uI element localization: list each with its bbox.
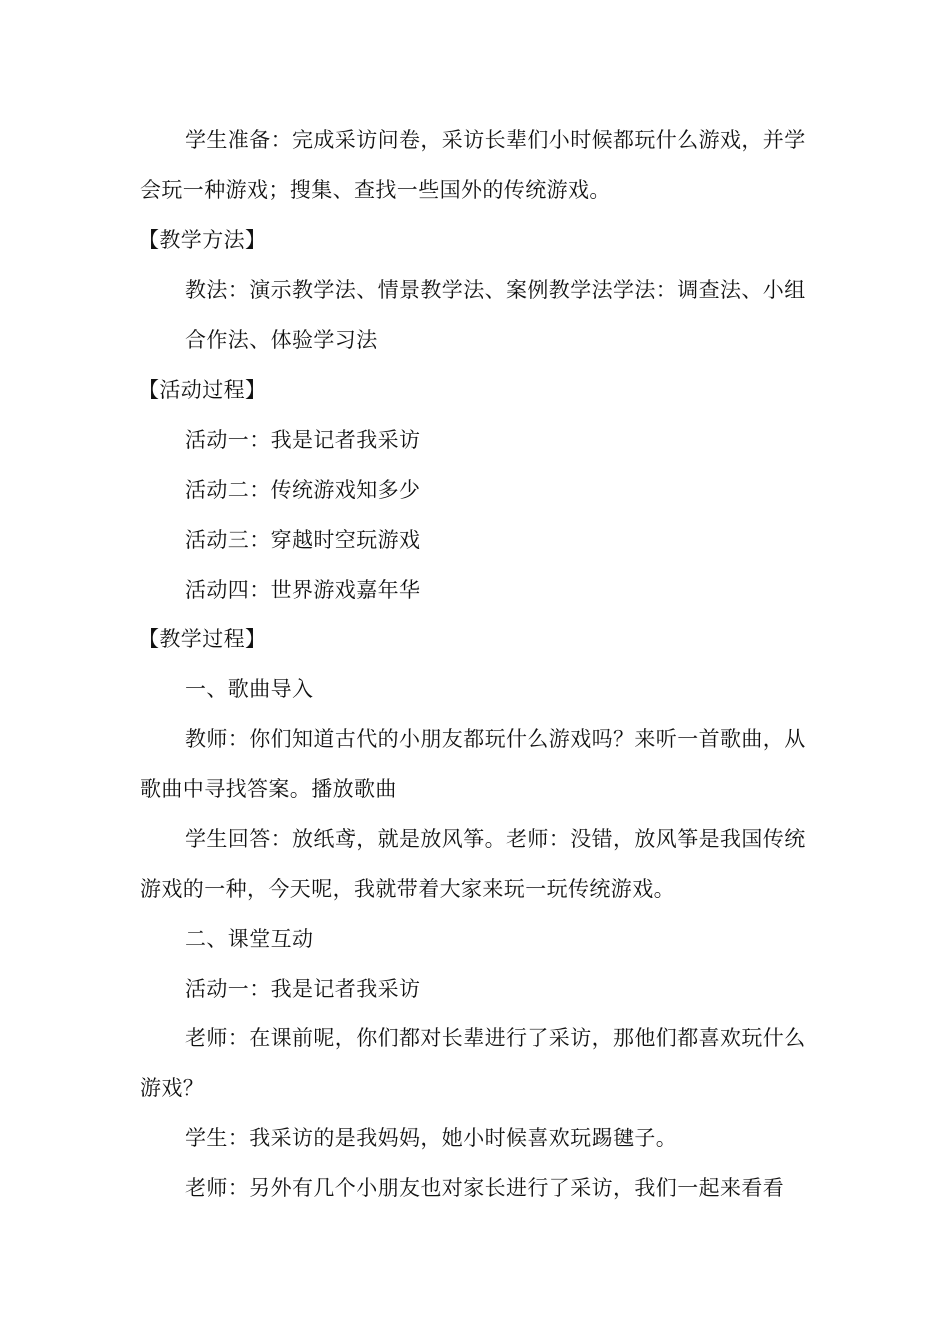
paragraph-teacher-interview-line-2: 游戏？ (140, 1076, 205, 1100)
paragraph-methods-line-2: 合作法、体验学习法 (185, 328, 378, 352)
activity-item-2: 活动二：传统游戏知多少 (185, 478, 421, 502)
section-heading-activity-process: 【活动过程】 (138, 378, 267, 402)
subheading-class-interaction: 二、课堂互动 (185, 927, 314, 951)
paragraph-teacher-question-line-2: 歌曲中寻找答案。播放歌曲 (140, 777, 397, 801)
activity-item-4: 活动四：世界游戏嘉年华 (185, 578, 421, 602)
paragraph-methods-line-1: 教法：演示教学法、情景教学法、案例教学法学法：调查法、小组 (185, 278, 806, 302)
paragraph-student-prep-line-1: 学生准备：完成采访问卷，采访长辈们小时候都玩什么游戏，并学 (185, 128, 806, 152)
paragraph-student-answer-line-2: 游戏的一种，今天呢，我就带着大家来玩一玩传统游戏。 (140, 877, 675, 901)
activity-heading-1: 活动一：我是记者我采访 (185, 977, 421, 1001)
section-heading-teaching-methods: 【教学方法】 (138, 228, 267, 252)
paragraph-teacher-followup: 老师：另外有几个小朋友也对家长进行了采访，我们一起来看看 (185, 1176, 785, 1200)
activity-item-3: 活动三：穿越时空玩游戏 (185, 528, 421, 552)
section-heading-teaching-process: 【教学过程】 (138, 627, 267, 651)
activity-item-1: 活动一：我是记者我采访 (185, 428, 421, 452)
paragraph-student-reply: 学生：我采访的是我妈妈，她小时候喜欢玩踢毽子。 (185, 1126, 678, 1150)
paragraph-student-answer-line-1: 学生回答：放纸鸢，就是放风筝。老师：没错，放风筝是我国传统 (185, 827, 806, 851)
paragraph-student-prep-line-2: 会玩一种游戏；搜集、查找一些国外的传统游戏。 (140, 178, 611, 202)
subheading-song-intro: 一、歌曲导入 (185, 677, 314, 701)
paragraph-teacher-interview-line-1: 老师：在课前呢，你们都对长辈进行了采访，那他们都喜欢玩什么 (185, 1026, 806, 1050)
paragraph-teacher-question-line-1: 教师：你们知道古代的小朋友都玩什么游戏吗？来听一首歌曲，从 (185, 727, 806, 751)
